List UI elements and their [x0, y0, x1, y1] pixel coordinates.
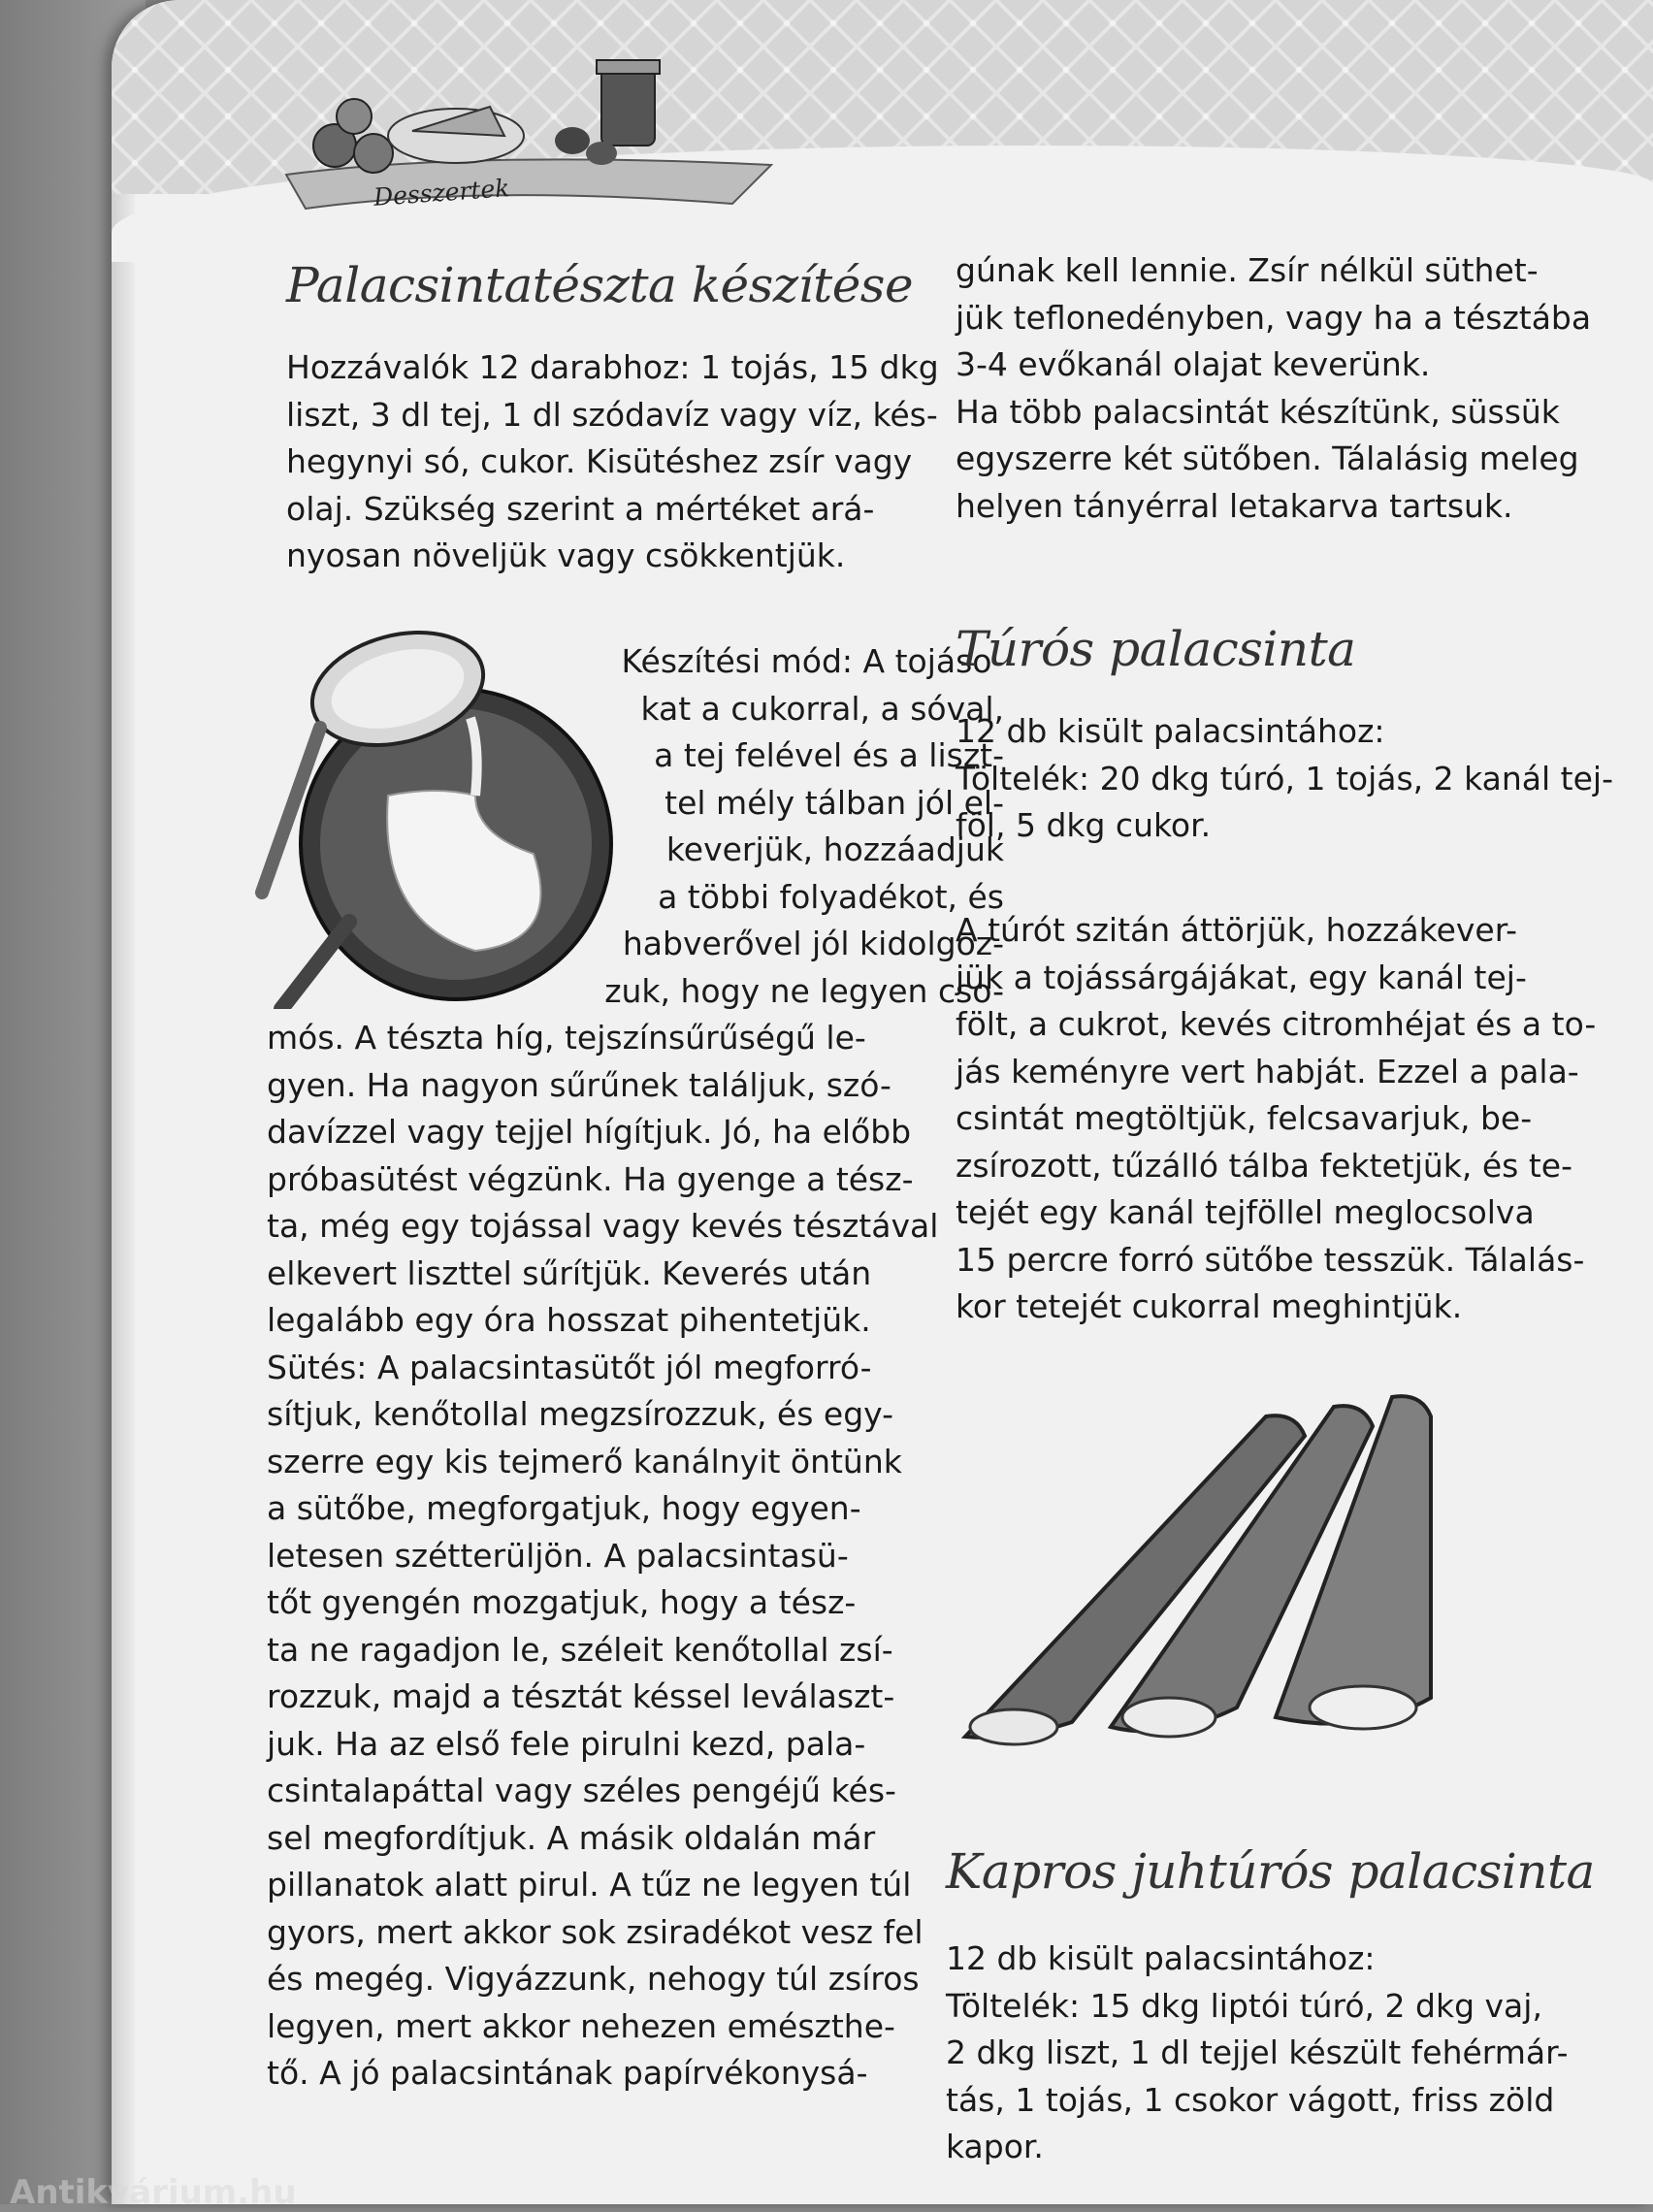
- text-line: sítjuk, kenőtollal megzsírozzuk, és egy-: [267, 1395, 894, 1433]
- turos-serving: 12 db kisült palacsintához:: [956, 712, 1385, 750]
- text-line: zuk, hogy ne legyen cso-: [604, 971, 1004, 1010]
- text-line: gyen. Ha nagyon sűrűnek találjuk, szó-: [267, 1065, 891, 1104]
- page-edge: [112, 58, 135, 2204]
- text-line: 3-4 evőkanál olajat keverünk.: [956, 345, 1431, 383]
- text-line: helyen tányérral letakarva tartsuk.: [956, 486, 1513, 525]
- text-line: elkevert liszttel sűrítjük. Keverés után: [267, 1253, 872, 1292]
- watermark: Antikvárium.hu: [10, 2173, 297, 2212]
- text-line: a sütőbe, megforgatjuk, hogy egyen-: [267, 1489, 861, 1527]
- text-line: gyors, mert akkor sok zsiradékot vesz fel: [267, 1912, 924, 1951]
- text-line: fölt, a cukrot, kevés citromhéjat és a to-: [956, 1005, 1597, 1043]
- text-line: a többi folyadékot, és: [658, 877, 1004, 916]
- recipe-title-turos: Túrós palacsinta: [956, 621, 1356, 677]
- text-line: Töltelék: 20 dkg túró, 1 tojás, 2 kanál tej-: [956, 759, 1613, 797]
- text-line: juk. Ha az első fele pirulni kezd, pala-: [267, 1724, 866, 1763]
- text-line: Töltelék: 15 dkg liptói túró, 2 dkg vaj,: [946, 1986, 1542, 2025]
- text-line: 15 percre forró sütőbe tesszük. Tálalás-: [956, 1240, 1585, 1279]
- text-line: tás, 1 tojás, 1 csokor vágott, friss zöld: [946, 2080, 1555, 2119]
- batter-ingredients: [286, 344, 1004, 580]
- text-line: zsírozott, tűzálló tálba fektetjük, és te-: [956, 1146, 1573, 1185]
- text-line: Sütés: A palacsintasütőt jól megforró-: [267, 1348, 872, 1386]
- text-line: szerre egy kis tejmerő kanálnyit öntünk: [267, 1442, 902, 1480]
- text-line: ta, még egy tojással vagy kevés tésztával: [267, 1207, 939, 1245]
- recipe-title-kapros: Kapros juhtúrós palacsinta: [946, 1843, 1595, 1900]
- book-page: [112, 0, 1653, 2204]
- text-line: próbasütést végzünk. Ha gyenge a tész-: [267, 1159, 914, 1198]
- text-line: csintalapáttal vagy széles pengéjű kés-: [267, 1772, 896, 1809]
- desserts-banner-illustration: [228, 39, 810, 233]
- text-line: 2 dkg liszt, 1 dl tejjel készült fehérmár-: [946, 2033, 1569, 2071]
- text-line: kapor.: [946, 2128, 1044, 2165]
- text-line: csintát megtöltjük, felcsavarjuk, be-: [956, 1099, 1533, 1137]
- text-line: ta ne ragadjon le, széleit kenőtollal zsí-: [267, 1630, 893, 1669]
- recipe-title-batter: Palacsintatészta készítése: [286, 257, 914, 313]
- batter-continuation: [956, 247, 1615, 530]
- text-line: és megég. Vigyázzunk, nehogy túl zsíros: [267, 1960, 920, 1998]
- text-line: liszt, 3 dl tej, 1 dl szódavíz vagy víz, kés-: [286, 395, 938, 434]
- text-line: tő. A jó palacsintának papírvékonysá-: [267, 2054, 868, 2092]
- text-line: tőt gyengén mozgatjuk, hogy a tész-: [267, 1583, 857, 1621]
- text-line: legyen, mert akkor nehezen emészthe-: [267, 2006, 895, 2045]
- text-line: jük teflonedényben, vagy ha a tésztába: [956, 298, 1592, 337]
- text-line: habverővel jól kidolgoz-: [622, 925, 1004, 962]
- text-line: nyosan növeljük vagy csökkentjük.: [286, 537, 846, 574]
- rolled-crepes-illustration: [956, 1387, 1499, 1756]
- text-line: a tej felével és a liszt-: [654, 736, 1004, 774]
- kapros-ingredients: [946, 1936, 1615, 2171]
- text-line: olaj. Szükség szerint a mértéket ará-: [286, 489, 875, 528]
- section-label: Desszertek: [373, 174, 511, 211]
- kapros-serving: 12 db kisült palacsintához:: [946, 1939, 1376, 1977]
- text-line: rozzuk, majd a tésztát késsel leválaszt-: [267, 1677, 895, 1715]
- text-line: jük a tojássárgájákat, egy kanál tej-: [956, 958, 1527, 996]
- method-wrapped-text: [500, 638, 1004, 1015]
- text-line: föl, 5 dkg cukor.: [956, 806, 1212, 844]
- text-line: legalább egy óra hosszat pihentetjük.: [267, 1301, 871, 1339]
- text-line: Hozzávalók 12 darabhoz: 1 tojás, 15 dkg: [286, 348, 939, 386]
- text-line: keverjük, hozzáadjuk: [665, 830, 1004, 868]
- method-full-text: [267, 1015, 1004, 2098]
- text-line: davízzel vagy tejjel hígítjuk. Jó, ha előbb: [267, 1113, 912, 1151]
- turos-ingredients: [956, 708, 1615, 850]
- text-line: mós. A tészta híg, tejszínsűrűségű le-: [267, 1019, 866, 1057]
- text-line: kor tetejét cukorral meghintjük.: [956, 1287, 1463, 1325]
- text-line: hegynyi só, cukor. Kisütéshez zsír vagy: [286, 442, 913, 480]
- text-line: A túrót szitán áttörjük, hozzákever-: [956, 911, 1518, 949]
- text-line: jás keményre vert habját. Ezzel a pala-: [956, 1052, 1579, 1090]
- text-line: tejét egy kanál tejföllel meglocsolva: [956, 1193, 1535, 1231]
- text-line: Készítési mód: A tojáso-: [621, 642, 1004, 680]
- text-line: pillanatok alatt pirul. A tűz ne legyen túl: [267, 1866, 912, 1903]
- text-line: egyszerre két sütőben. Tálalásig meleg: [956, 439, 1579, 477]
- turos-method: [956, 907, 1615, 1331]
- text-line: tel mély tálban jól el-: [664, 783, 1004, 822]
- text-line: sel megfordítjuk. A másik oldalán már: [267, 1818, 876, 1857]
- text-line: letesen szétterüljön. A palacsintasü-: [267, 1536, 849, 1575]
- text-line: gúnak kell lennie. Zsír nélkül süthet-: [956, 251, 1539, 289]
- text-line: kat a cukorral, a sóval,: [640, 689, 1004, 728]
- text-line: Ha több palacsintát készítünk, süssük: [956, 392, 1560, 431]
